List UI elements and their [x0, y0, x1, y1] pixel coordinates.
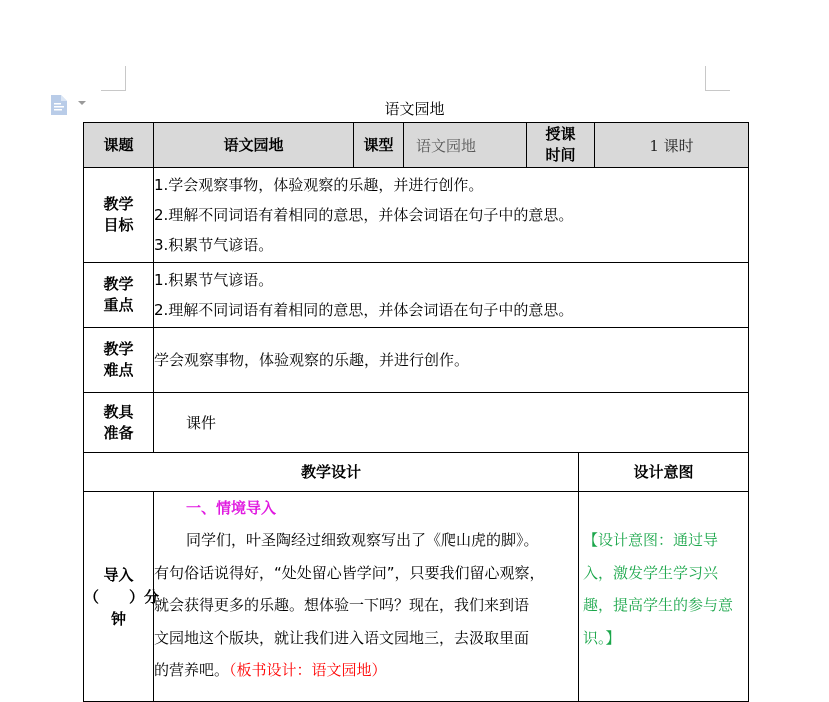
materials-text: 课件 [186, 413, 217, 432]
intro-label-line2: （ ）分 [84, 587, 160, 606]
intro-row [84, 492, 749, 702]
key-points-content [154, 263, 749, 328]
materials-content [154, 393, 749, 453]
difficulties-label-line2: 难点 [103, 361, 134, 379]
time-label [527, 123, 595, 168]
time-value: 1 课时 [595, 123, 749, 168]
intro-label-line3: 钟 [110, 609, 126, 628]
design-header-row [84, 453, 749, 492]
time-label-line2: 时间 [545, 146, 576, 164]
key-points-label-line2: 重点 [103, 296, 134, 314]
time-label-line1: 授课 [545, 125, 576, 143]
lesson-plan-table [83, 122, 749, 453]
paragraph-line: 文园地这个版块，就让我们进入语文园地三，去汲取里面 [154, 628, 530, 647]
key-point-item: 1.积累节气谚语。 [154, 271, 274, 289]
intent-line: 识。】 [583, 628, 621, 647]
paragraph-line: 有句俗话说得好，“处处留心皆学问”，只要我们留心观察， [154, 563, 545, 582]
key-point-item: 2.理解不同词语有着相同的意思，并体会词语在句子中的意思。 [154, 301, 574, 319]
paragraph-line: 就会获得更多的乐趣。想体验一下吗？现在，我们来到语 [154, 596, 530, 614]
difficulties-content [154, 328, 749, 393]
objective-item: 1.学会观察事物，体验观察的乐趣，并进行创作。 [154, 176, 484, 194]
page-corner-mark-left [101, 66, 126, 91]
intent-line: 趣，提高学生的参与意 [583, 596, 734, 614]
difficulties-label [84, 328, 154, 393]
intent-content [579, 492, 749, 702]
materials-row [84, 393, 749, 453]
objectives-label [84, 168, 154, 263]
intro-label [84, 492, 160, 702]
key-points-row [84, 263, 749, 328]
materials-label-line2: 准备 [103, 423, 134, 442]
intro-content [154, 492, 579, 702]
document-title: 语文园地 [384, 100, 445, 118]
type-label: 课型 [354, 123, 404, 168]
objectives-label-line1: 教学 [103, 195, 134, 213]
section-title: 一、情境导入 [186, 499, 277, 517]
topic-value: 语文园地 [154, 123, 354, 168]
key-points-label [84, 263, 154, 328]
objectives-row [84, 168, 749, 263]
difficulties-text: 学会观察事物，体验观察的乐趣，并进行创作。 [154, 351, 470, 369]
paragraph-line [154, 654, 578, 687]
intent-line: 入，激发学生学习兴 [583, 563, 719, 582]
objective-item: 3.积累节气谚语。 [154, 236, 274, 254]
difficulties-row [84, 328, 749, 393]
materials-label-line1: 教具 [103, 402, 134, 421]
paragraph-last-text: 的营养吧。 [154, 661, 230, 679]
paragraph-line: 同学们，叶圣陶经过细致观察写出了《爬山虎的脚》。 [186, 531, 539, 549]
header-row [84, 123, 749, 168]
key-points-label-line1: 教学 [103, 275, 134, 293]
intro-paragraph [154, 524, 578, 687]
intro-label-line1: 导入 [103, 565, 134, 584]
intent-line: 【设计意图：通过导 [583, 531, 719, 549]
topic-label: 课题 [84, 123, 154, 168]
design-header: 教学设计 [84, 453, 579, 492]
objectives-label-line2: 目标 [103, 216, 134, 234]
board-note: （板书设计：语文园地） [229, 661, 387, 679]
page-corner-mark-right [705, 66, 730, 91]
intent-header: 设计意图 [579, 453, 749, 492]
objectives-content [154, 168, 749, 263]
objective-item: 2.理解不同词语有着相同的意思，并体会词语在句子中的意思。 [154, 206, 574, 224]
difficulties-label-line1: 教学 [103, 340, 134, 358]
design-table [83, 452, 749, 702]
type-value: 语文园地 [404, 123, 527, 168]
materials-label [84, 393, 154, 453]
